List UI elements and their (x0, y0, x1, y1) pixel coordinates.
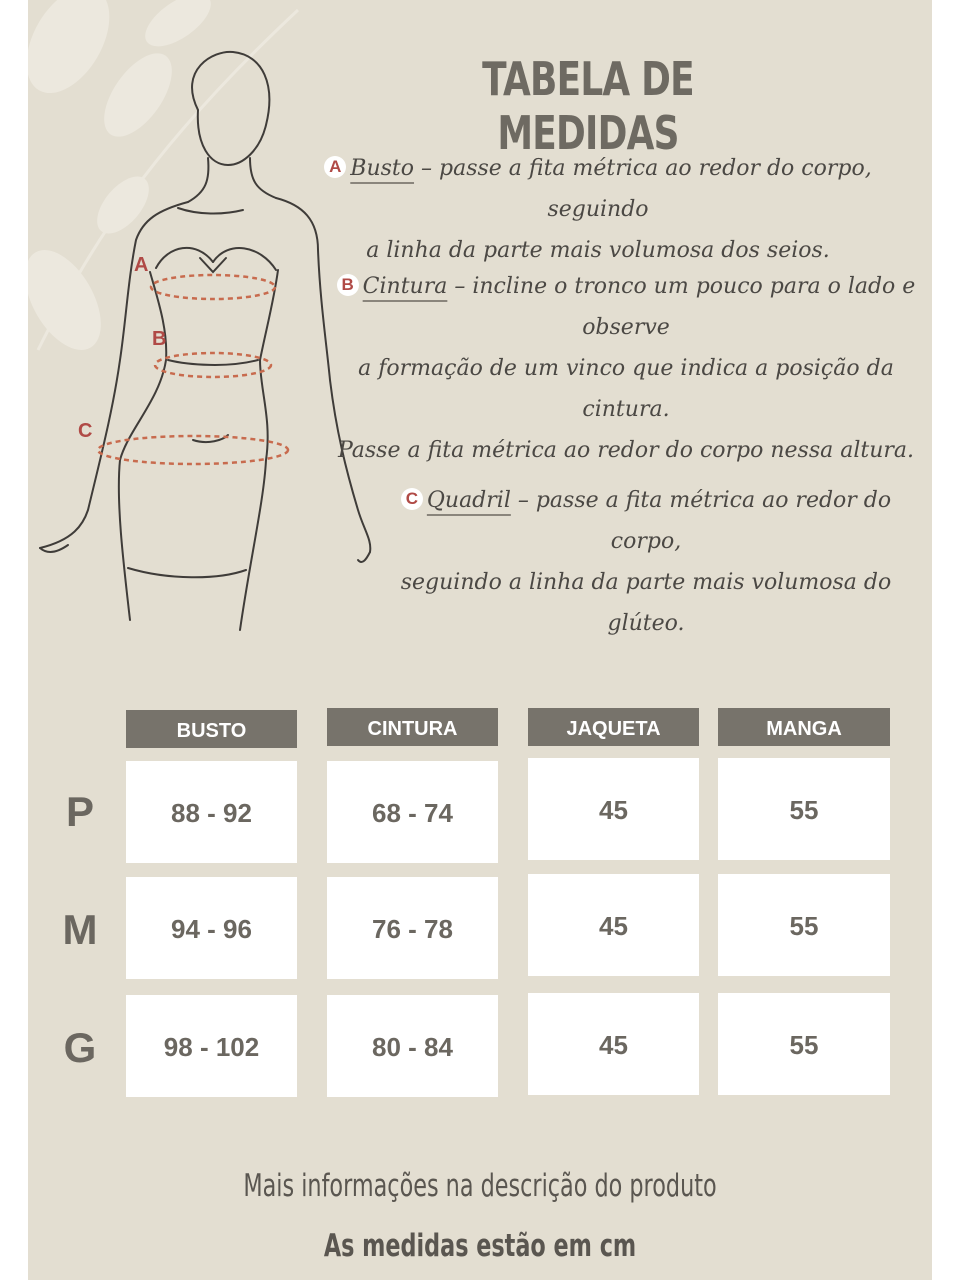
header-busto: BUSTO (126, 710, 297, 748)
table-cell: 55 (718, 874, 890, 976)
table-cell: 55 (718, 993, 890, 1095)
quadril-line-3: glúteo. (607, 611, 685, 636)
table-cell: 94 - 96 (126, 877, 297, 979)
badge-a: A (324, 156, 346, 178)
busto-line-2: a linha da parte mais volumosa dos seios. (366, 238, 830, 263)
cintura-line-4: Passe a fita métrica ao redor do corpo nessa altura. (337, 438, 915, 463)
term-busto: Busto (350, 156, 415, 181)
table-cell: 55 (718, 758, 890, 860)
figure-label-b: B (152, 328, 167, 350)
badge-b: B (337, 274, 359, 296)
quadril-line-2: seguindo a linha da parte mais volumosa do (400, 570, 892, 595)
table-cell: 45 (528, 758, 699, 860)
size-label-g: G (63, 1024, 97, 1071)
table-cell: 68 - 74 (327, 761, 498, 863)
header-cintura: CINTURA (327, 708, 498, 746)
cintura-line-1: – incline o tronco um pouco para o lado e (447, 274, 916, 299)
figure-label-c: C (78, 420, 93, 442)
cintura-line-3: a formação de um vinco que indica a posição da cintura. (358, 356, 894, 422)
busto-line-1: – passe a fita métrica ao redor do corpo, seguindo (414, 156, 872, 222)
table-cell: 98 - 102 (126, 995, 297, 1097)
page-title: TABELA DE MEDIDAS (482, 52, 694, 160)
header-manga: MANGA (718, 708, 890, 746)
instruction-cintura (328, 266, 924, 471)
footer-info: Mais informações na descrição do produto (243, 1168, 717, 1204)
figure-label-a: A (134, 254, 149, 276)
instruction-quadril (368, 480, 924, 644)
term-quadril: Quadril (426, 488, 511, 513)
instruction-busto (278, 148, 918, 271)
quadril-line-1: – passe a fita métrica ao redor do corpo, (510, 488, 892, 554)
badge-c: C (401, 488, 423, 510)
size-label-m: M (62, 906, 98, 953)
table-cell: 76 - 78 (327, 877, 498, 979)
size-label-p: P (65, 788, 94, 835)
table-cell: 88 - 92 (126, 761, 297, 863)
term-cintura: Cintura (362, 274, 448, 299)
size-chart-page (28, 0, 932, 1280)
table-cell: 45 (528, 993, 699, 1095)
table-cell: 45 (528, 874, 699, 976)
footer-units: As medidas estão em cm (323, 1228, 637, 1264)
table-cell: 80 - 84 (327, 995, 498, 1097)
cintura-line-2: observe (582, 315, 670, 340)
header-jaqueta: JAQUETA (528, 708, 699, 746)
